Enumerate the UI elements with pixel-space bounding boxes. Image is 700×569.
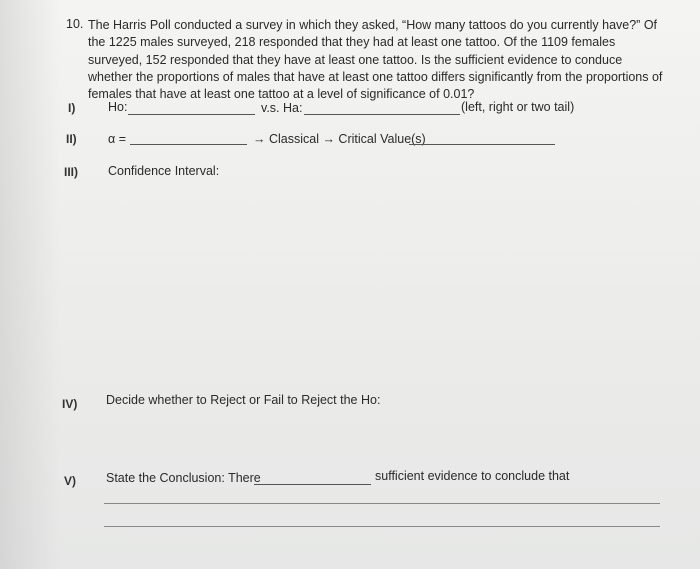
part-three-numeral: III)	[64, 165, 78, 179]
critical-value-blank[interactable]	[409, 144, 555, 145]
alpha-answer-blank[interactable]	[130, 144, 247, 145]
alpha-label: α =	[108, 132, 126, 146]
conclusion-line-2[interactable]	[104, 526, 660, 527]
part-five-numeral: V)	[64, 474, 76, 488]
conclusion-label: State the Conclusion: There	[106, 471, 261, 485]
conclusion-is-isnot-blank[interactable]	[254, 484, 371, 485]
conclusion-line-1[interactable]	[104, 503, 660, 504]
ha-answer-blank[interactable]	[304, 114, 460, 115]
part-two-numeral: II)	[66, 132, 77, 146]
confidence-interval-label: Confidence Interval:	[108, 164, 220, 178]
part-one-numeral: I)	[68, 101, 76, 115]
page-shadow	[0, 0, 60, 569]
decision-label: Decide whether to Reject or Fail to Reject the Ho:	[106, 393, 381, 407]
conclusion-label-after: sufficient evidence to conclude that	[375, 469, 570, 483]
ho-label: Ho:	[108, 100, 128, 114]
tail-note: (left, right or two tail)	[461, 100, 575, 114]
question-number: 10.	[66, 17, 84, 31]
question-text: The Harris Poll conducted a survey in which they asked, “How many tattoos do you currently have?” Of the 1225 males surveyed, 218 responded that they had at least one tattoo. Of the 1109 females surveyed, 152 responded that they have at least one tattoo. Is the sufficient evidence to conduce whether the proportions of males that have at least one tattoo differs significantly from the proportions of females that have at least one tattoo at a level of significance of 0.01?	[88, 18, 663, 102]
ho-answer-blank[interactable]	[128, 114, 255, 115]
ha-label: v.s. Ha:	[261, 101, 303, 115]
part-four-numeral: IV)	[62, 397, 78, 411]
critical-value-label: → Classical → Critical Value(s)	[253, 132, 426, 146]
